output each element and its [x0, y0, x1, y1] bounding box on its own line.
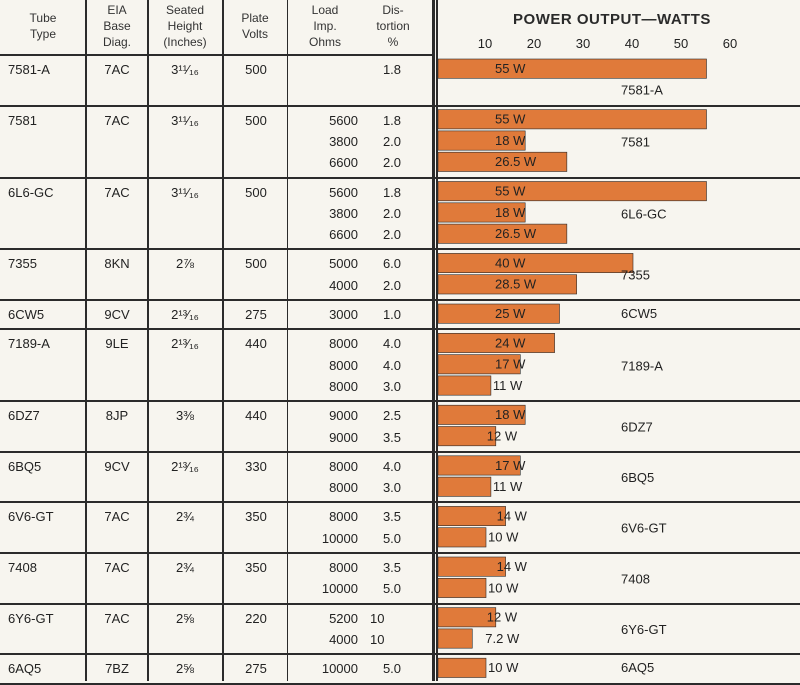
- base-diagram: 7AC: [104, 509, 130, 525]
- load-impedance: 5000: [329, 256, 358, 272]
- plate-volts: 350: [245, 509, 267, 525]
- header-base-diag: EIA: [107, 3, 127, 17]
- header-load: Load: [311, 3, 339, 17]
- bar-value-label: 18 W: [495, 132, 526, 148]
- power-bar: [438, 376, 491, 395]
- power-bar: [438, 182, 707, 201]
- header-load: Imp.: [313, 19, 337, 33]
- power-bar: [438, 557, 506, 576]
- power-bar: [438, 506, 506, 525]
- plate-volts: 500: [245, 184, 267, 200]
- power-bar: [438, 528, 486, 547]
- bar-value-label: 18 W: [495, 407, 526, 423]
- tube-type: 7408: [8, 560, 37, 575]
- bar-value-label: 11 W: [492, 479, 523, 495]
- seated-height: 3⅜: [175, 408, 195, 424]
- base-diagram: 7BZ: [105, 661, 129, 677]
- plate-volts: 440: [245, 408, 267, 424]
- seated-height: 2¹³⁄₁₆: [171, 307, 199, 322]
- load-impedance: 3800: [329, 205, 358, 221]
- seated-height: 3¹¹⁄₁₆: [171, 112, 199, 128]
- base-diagram: 7AC: [104, 112, 130, 128]
- distortion-value: 3.5: [382, 509, 402, 525]
- x-tick-label: 30: [575, 36, 591, 51]
- base-diagram: 7AC: [104, 62, 130, 77]
- header-base-diag: Base: [103, 19, 131, 33]
- base-diagram: 9CV: [104, 458, 130, 474]
- tube-type: 6BQ5: [8, 458, 42, 474]
- seated-height: 2⅝: [175, 661, 195, 677]
- header-base-diag: Diag.: [102, 35, 131, 49]
- load-impedance: 8000: [329, 378, 358, 394]
- seated-height: 2¹³⁄₁₆: [171, 458, 199, 474]
- x-tick-label: 60: [722, 36, 738, 51]
- distortion-value: 4.0: [382, 357, 402, 373]
- distortion-value: 2.0: [382, 133, 402, 149]
- chart-tube-label: 7581-A: [621, 82, 663, 98]
- tube-type: 7581: [8, 112, 37, 128]
- chart-tube-label: 6CW5: [621, 306, 658, 321]
- load-impedance: 8000: [329, 336, 358, 352]
- header-height: Seated: [165, 3, 205, 17]
- tube-type: 6CW5: [8, 307, 45, 322]
- header-tube-type: Tube: [29, 11, 57, 25]
- base-diagram: 9CV: [104, 307, 130, 322]
- chart-tube-label: 6L6-GC: [621, 206, 667, 222]
- bar-value-label: 24 W: [495, 335, 526, 351]
- bar-value-label: 17 W: [495, 457, 526, 473]
- plate-volts: 350: [245, 560, 267, 575]
- x-tick-label: 20: [526, 36, 542, 51]
- power-bar: [438, 658, 486, 677]
- chart-tube-label: 6AQ5: [621, 660, 655, 676]
- base-diagram: 7AC: [104, 560, 130, 575]
- bar-value-label: 28.5 W: [495, 276, 537, 292]
- distortion-value: 4.0: [382, 458, 402, 474]
- power-bar: [438, 110, 707, 129]
- chart-tube-label: 6DZ7: [621, 419, 653, 435]
- plate-volts: 275: [245, 661, 267, 677]
- distortion-value: 5.0: [382, 581, 402, 597]
- header-plate-volts: Plate: [241, 11, 269, 25]
- bar-value-label: 12 W: [486, 609, 518, 625]
- bar-value-label: 55 W: [495, 111, 526, 127]
- bar-value-label: 10 W: [488, 660, 519, 676]
- load-impedance: 4000: [329, 277, 358, 293]
- plate-volts: 330: [245, 458, 267, 474]
- distortion-value: 2.0: [382, 277, 402, 293]
- base-diagram: 8KN: [104, 256, 130, 272]
- load-impedance: 8000: [329, 458, 358, 474]
- bar-value-label: 10 W: [488, 529, 519, 545]
- distortion-value: 1.8: [382, 184, 402, 200]
- base-diagram: 7AC: [104, 610, 130, 626]
- distortion-value: 3.5: [382, 429, 402, 445]
- bar-value-label: 14 W: [496, 559, 527, 574]
- x-tick-label: 10: [477, 36, 493, 51]
- tube-type: 7355: [8, 256, 37, 272]
- load-impedance: 5600: [329, 184, 358, 200]
- distortion-value: 10: [370, 631, 385, 647]
- tube-type: 7581-A: [8, 62, 50, 77]
- power-bar: [438, 59, 707, 78]
- load-impedance: 5600: [329, 112, 358, 128]
- chart-tube-label: 7408: [621, 571, 650, 587]
- base-diagram: 8JP: [105, 408, 129, 424]
- power-bar: [438, 578, 486, 597]
- header-height: (Inches): [163, 35, 207, 49]
- header-distortion: Dis-: [382, 3, 404, 17]
- load-impedance: 8000: [329, 357, 358, 373]
- header-distortion: tortion: [376, 19, 410, 33]
- chart-tube-label: 6Y6-GT: [621, 621, 667, 637]
- distortion-value: 5.0: [382, 661, 402, 677]
- seated-height: 2⅞: [175, 256, 195, 272]
- chart-tube-label: 6BQ5: [621, 470, 655, 486]
- base-diagram: 7AC: [104, 184, 130, 200]
- load-impedance: 8000: [329, 560, 358, 575]
- row-separator: [0, 683, 800, 685]
- x-tick-label: 40: [624, 36, 640, 51]
- load-impedance: 10000: [321, 661, 358, 677]
- tube-type: 6V6-GT: [8, 509, 54, 525]
- seated-height: 3¹¹⁄₁₆: [171, 62, 199, 77]
- load-impedance: 8000: [329, 480, 358, 496]
- header-plate-volts: Volts: [241, 27, 268, 41]
- load-impedance: 3000: [329, 307, 358, 322]
- tube-type: 6DZ7: [8, 408, 40, 424]
- distortion-value: 4.0: [382, 336, 402, 352]
- bar-value-label: 55 W: [495, 61, 526, 76]
- tube-type: 7189-A: [8, 336, 50, 352]
- load-impedance: 5200: [329, 610, 358, 626]
- load-impedance: 6600: [329, 227, 358, 243]
- load-impedance: 10000: [321, 530, 358, 546]
- power-bar: [438, 253, 633, 272]
- bar-value-label: 25 W: [495, 306, 526, 321]
- distortion-value: 1.8: [382, 112, 402, 128]
- load-impedance: 8000: [329, 509, 358, 525]
- bar-value-label: 7.2 W: [485, 630, 520, 646]
- load-impedance: 9000: [329, 429, 358, 445]
- power-bar: [438, 477, 491, 496]
- header-height: Height: [167, 19, 203, 33]
- bar-value-label: 17 W: [495, 356, 526, 372]
- distortion-value: 2.5: [382, 408, 402, 424]
- plate-volts: 275: [245, 307, 267, 322]
- distortion-value: 3.5: [382, 560, 402, 575]
- chart-tube-label: 7189-A: [621, 358, 663, 374]
- header-tube-type: Type: [29, 27, 56, 41]
- distortion-value: 2.0: [382, 227, 402, 243]
- seated-height: 2¾: [175, 509, 195, 525]
- distortion-value: 2.0: [382, 155, 402, 171]
- load-impedance: 9000: [329, 408, 358, 424]
- load-impedance: 4000: [329, 631, 358, 647]
- chart-tube-label: 7355: [621, 267, 650, 283]
- distortion-value: 3.0: [382, 480, 402, 496]
- tube-type: 6L6-GC: [8, 184, 54, 200]
- bar-value-label: 11 W: [492, 377, 523, 393]
- bar-value-label: 18 W: [495, 204, 526, 220]
- distortion-value: 1.8: [382, 62, 402, 77]
- distortion-value: 1.0: [382, 307, 402, 322]
- bar-value-label: 14 W: [496, 508, 527, 524]
- power-bar: [438, 629, 472, 648]
- seated-height: 2¾: [175, 560, 195, 575]
- plate-volts: 500: [245, 112, 267, 128]
- seated-height: 3¹¹⁄₁₆: [171, 184, 199, 200]
- seated-height: 2¹³⁄₁₆: [171, 336, 199, 352]
- distortion-value: 5.0: [382, 530, 402, 546]
- load-impedance: 10000: [321, 581, 358, 597]
- bar-value-label: 12 W: [486, 428, 518, 444]
- bar-value-label: 55 W: [495, 183, 526, 199]
- header-distortion: %: [387, 35, 399, 49]
- tube-type: 6AQ5: [8, 661, 42, 677]
- plate-volts: 500: [245, 256, 267, 272]
- plate-volts: 220: [245, 610, 267, 626]
- base-diagram: 9LE: [105, 336, 129, 352]
- tube-type: 6Y6-GT: [8, 610, 54, 626]
- plate-volts: 500: [245, 62, 267, 77]
- load-impedance: 3800: [329, 133, 358, 149]
- distortion-value: 3.0: [382, 378, 402, 394]
- x-tick-label: 50: [673, 36, 689, 51]
- plate-volts: 440: [245, 336, 267, 352]
- bar-value-label: 10 W: [488, 580, 519, 596]
- header-load: Ohms: [308, 35, 341, 49]
- chart-tube-label: 6V6-GT: [621, 520, 667, 536]
- distortion-value: 2.0: [382, 205, 402, 221]
- chart-tube-label: 7581: [621, 134, 650, 150]
- distortion-value: 10: [370, 610, 385, 626]
- distortion-value: 6.0: [382, 256, 402, 272]
- chart-title: POWER OUTPUT—WATTS: [513, 11, 711, 28]
- bar-value-label: 26.5 W: [495, 226, 537, 242]
- seated-height: 2⅝: [175, 610, 195, 626]
- load-impedance: 6600: [329, 155, 358, 171]
- bar-value-label: 26.5 W: [495, 154, 537, 170]
- bar-value-label: 40 W: [495, 255, 526, 271]
